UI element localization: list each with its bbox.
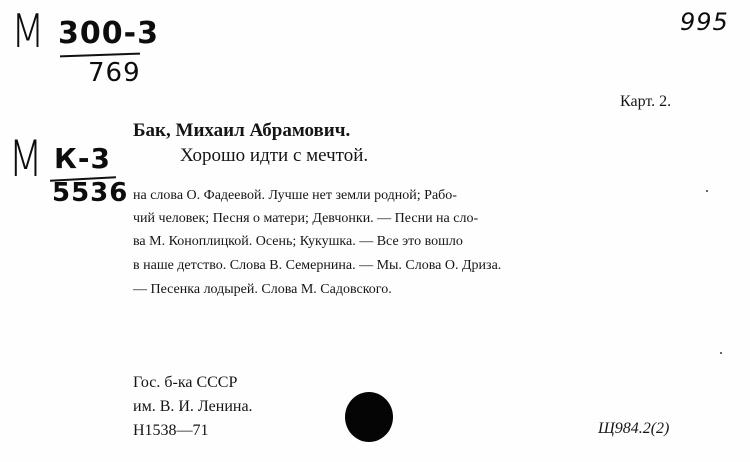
handwritten-call-number-mid: К-3 [54,142,111,175]
handwritten-letter-top: М [11,4,46,58]
handwritten-call-number-top-sub: 769 [88,58,141,88]
contents-line-2: чий человек; Песня о матери; Девчонки. — Песни на сло- [133,211,479,226]
handwritten-letter-mid: М [8,130,44,188]
contents-line-5: — Песенка лодырей. Слова М. Садовского. [133,282,392,297]
work-title: Хорошо идти с мечтой. [180,145,369,166]
library-line-1: Гос. б-ка СССР [133,374,238,391]
handwritten-corner-number: 995 [680,8,729,36]
author-heading: Бак, Михаил Абрамович. [133,120,351,141]
dust-speck [720,352,722,354]
contents-line-3: ва М. Коноплицкой. Осень; Кукушка. — Все это вошло [133,234,463,249]
dust-speck [706,190,708,192]
classification-code: Щ984.2(2) [598,420,670,437]
library-line-3: Н1538—71 [133,422,209,439]
library-line-2: им. В. И. Ленина. [133,398,253,415]
handwritten-call-number-top: 300-3 [58,16,159,51]
handwritten-call-number-mid-sub: 5536 [52,178,129,208]
punch-hole [345,392,393,442]
card-number: Карт. 2. [620,93,672,110]
contents-line-4: в наше детство. Слова В. Семернина. — Мы. Слова О. Дриза. [133,258,502,273]
contents-line-1: на слова О. Фадеевой. Лучше нет земли родной; Рабо- [133,188,457,203]
call-number-top-line [60,53,140,58]
